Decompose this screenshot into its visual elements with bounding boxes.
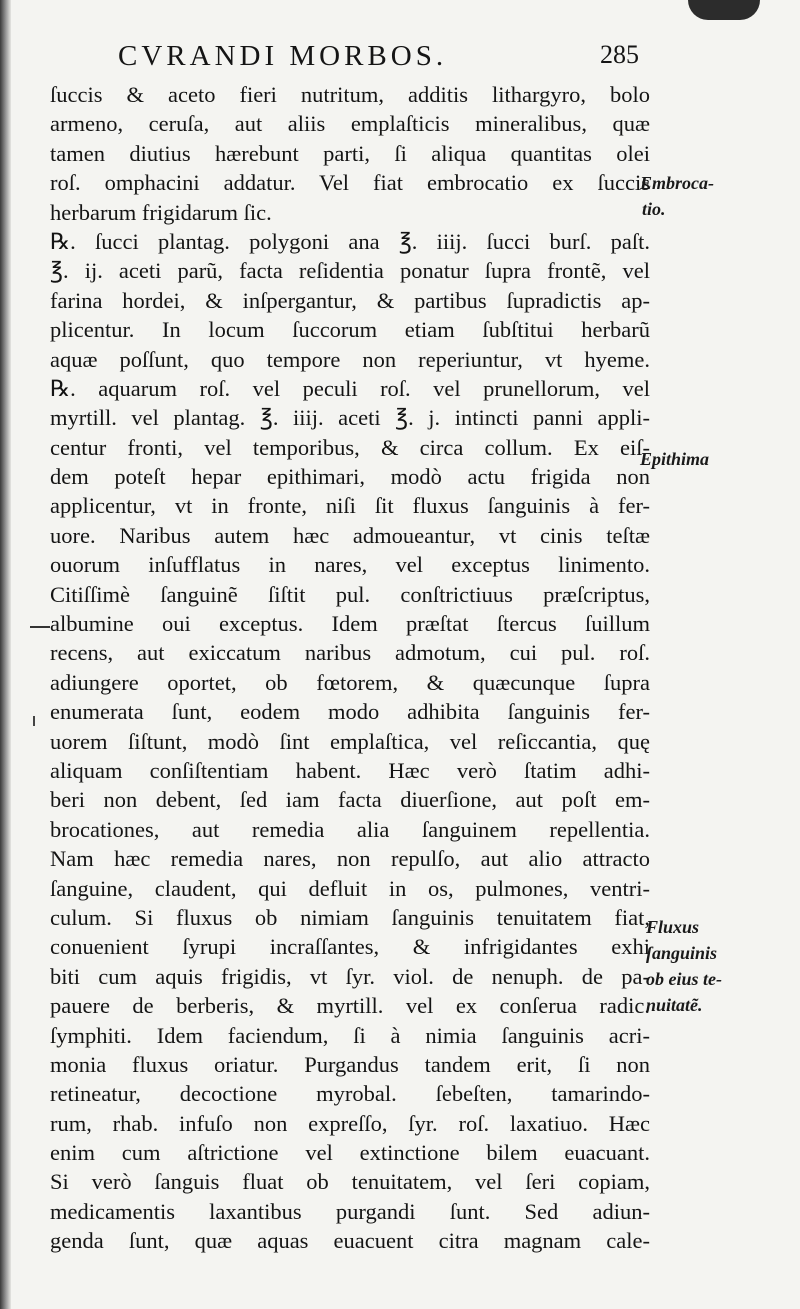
text-line: roſ. omphacini addatur. Vel fiat embrocatio ex ſuccis: [50, 170, 650, 196]
margin-note-line: Fluxus: [646, 917, 700, 937]
ink-blot: [688, 0, 760, 20]
text-line: ouorum inſufflatus in nares, vel exceptus linimento.: [50, 552, 650, 578]
text-line: uorem ſiſtunt, modò ſint emplaſtica, vel reſiccantia, quę: [50, 728, 650, 754]
running-title: CVRANDI MORBOS.: [118, 40, 448, 72]
text-line: ℥. ij. aceti parũ, facta reſidentia ponatur ſupra frontẽ, vel: [50, 258, 650, 284]
text-line: ſuccis & aceto fieri nutritum, additis lithargyro, bolo: [50, 82, 650, 107]
text-line: pauere de berberis, & myrtill. vel ex conſerua radic.: [50, 993, 650, 1019]
margin-note-line: ſanguinis: [646, 943, 718, 963]
text-line: aliquam conſiſtentiam habent. Hæc verò ſtatim adhi-: [50, 757, 650, 783]
text-line: conuenient ſyrupi incraſſantes, & infrigidantes exhi: [50, 934, 650, 960]
text-line: farina hordei, & inſpergantur, & partibus ſupradictis ap-: [50, 287, 650, 313]
text-line: brocationes, aut remedia alia ſanguinem repellentia.: [50, 816, 650, 842]
text-line: Nam hæc remedia nares, non repulſo, aut alio attracto: [50, 846, 650, 872]
margin-note-line: Embroca-: [640, 173, 714, 193]
text-line: ℞. aquarum roſ. vel peculi roſ. vel prunellorum, vel: [50, 375, 650, 401]
text-line: recens, aut exiccatum naribus admotum, cui pul. roſ.: [50, 640, 650, 666]
text-line: ℞. ſucci plantag. polygoni ana ℥. iiij. ſucci burſ. paſt.: [50, 228, 650, 254]
margin-note-line: Epithima: [640, 449, 710, 469]
text-line: enumerata ſunt, eodem modo adhibita ſanguinis fer-: [50, 699, 650, 725]
text-line: retineatur, decoctione myrobal. ſebeſten, tamarindo-: [50, 1081, 650, 1107]
page-gutter-shadow: [0, 0, 11, 1309]
margin-note-fluxus: [646, 914, 800, 1018]
stray-mark: [30, 626, 50, 628]
text-line: ſymphiti. Idem faciendum, ſi à nimia ſanguinis acri-: [50, 1022, 650, 1048]
text-line: genda ſunt, quæ aquas euacuent citra magnam cale-: [50, 1228, 650, 1254]
text-line: dem poteſt hepar epithimari, modò actu frigida non: [50, 464, 650, 490]
text-line: monia fluxus oriatur. Purgandus tandem erit, ſi non: [50, 1051, 650, 1077]
page-number: 285: [600, 40, 639, 69]
text-line: tamen diutius hærebunt parti, ſi aliqua quantitas olei: [50, 140, 650, 166]
margin-note-epithima: [640, 446, 798, 472]
text-line: myrtill. vel plantag. ℥. iiij. aceti ℥. j. intincti panni appli-: [50, 405, 650, 431]
margin-note-line: nuitatẽ.: [646, 995, 703, 1015]
text-line: herbarum frigidarum ſic.: [50, 199, 272, 225]
text-line: applicentur, vt in fronte, niſi ſit fluxus ſanguinis à fer-: [50, 493, 650, 519]
margin-note-line: tio.: [642, 199, 666, 219]
text-line: medicamentis laxantibus purgandi ſunt. Sed adiun-: [50, 1198, 650, 1224]
text-line: ſanguine, claudent, qui defluit in os, pulmones, ventri-: [50, 875, 650, 901]
body-text: [50, 80, 650, 1256]
text-line: adiungere oportet, ob fœtorem, & quæcunque ſupra: [50, 669, 650, 695]
stray-mark: [33, 716, 35, 726]
text-line: biti cum aquis frigidis, vt ſyr. viol. de nenuph. de pa-: [50, 963, 650, 989]
margin-note-line: ob eius te-: [646, 969, 722, 989]
text-line: centur fronti, vel temporibus, & circa collum. Ex eiſ-: [50, 434, 650, 460]
text-line: armeno, ceruſa, aut aliis emplaſticis mineralibus, quæ: [50, 111, 650, 137]
text-line: Si verò ſanguis fluat ob tenuitatem, vel ſeri copiam,: [50, 1169, 650, 1195]
text-line: enim cum aſtrictione vel extinctione bilem euacuant.: [50, 1140, 650, 1166]
text-line: beri non debent, ſed iam facta diuerſione, aut poſt em-: [50, 787, 650, 813]
text-line: Citiſſimè ſanguinẽ ſiſtit pul. conſtrictiuus præſcriptus,: [50, 581, 650, 607]
text-line: plicentur. In locum ſuccorum etiam ſubſtitui herbarũ: [50, 317, 650, 343]
margin-note-embrocatio: [640, 170, 798, 222]
text-line: culum. Si fluxus ob nimiam ſanguinis tenuitatem fiat,: [50, 904, 650, 930]
text-line: aquæ poſſunt, quo tempore non reperiuntur, vt hyeme.: [50, 346, 650, 372]
text-line: uore. Naribus autem hæc admoueantur, vt cinis teſtæ: [50, 522, 650, 548]
text-line: albumine oui exceptus. Idem præſtat ſtercus ſuillum: [50, 611, 650, 637]
text-line: rum, rhab. infuſo non expreſſo, ſyr. roſ. laxatiuo. Hæc: [50, 1110, 650, 1136]
